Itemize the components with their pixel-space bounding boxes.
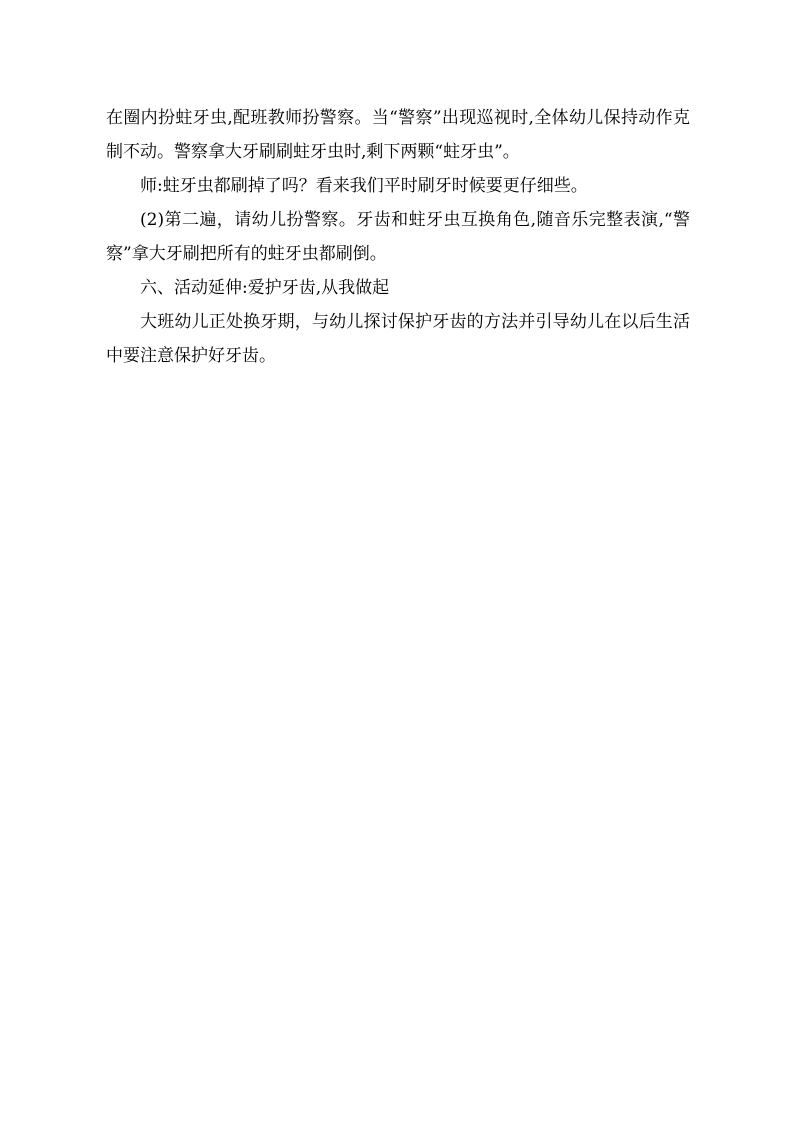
paragraph-continued: 在圈内扮蛀牙虫,配班教师扮警察。当“警察”出现巡视时,全体幼儿保持动作克制不动。警察拿大牙刷刷蛀牙虫时,剩下两颗“蛀牙虫”。: [106, 108, 690, 162]
paragraph-extension-description: 大班幼儿正处换牙期，与幼儿探讨保护牙齿的方法并引导幼儿在以后生活中要注意保护好牙齿。: [106, 312, 690, 366]
document-body: [106, 101, 690, 373]
paragraph-teacher-remark: 师:蛀牙虫都刷掉了吗？看来我们平时刷牙时候要更仔细些。: [140, 176, 588, 196]
paragraph-second-round: (2)第二遍，请幼儿扮警察。牙齿和蛀牙虫互换角色,随音乐完整表演,“警察”拿大牙刷把所有的蛀牙虫都刷倒。: [106, 210, 690, 264]
section-heading-activity-extension: 六、活动延伸:爱护牙齿,从我做起: [140, 278, 390, 298]
